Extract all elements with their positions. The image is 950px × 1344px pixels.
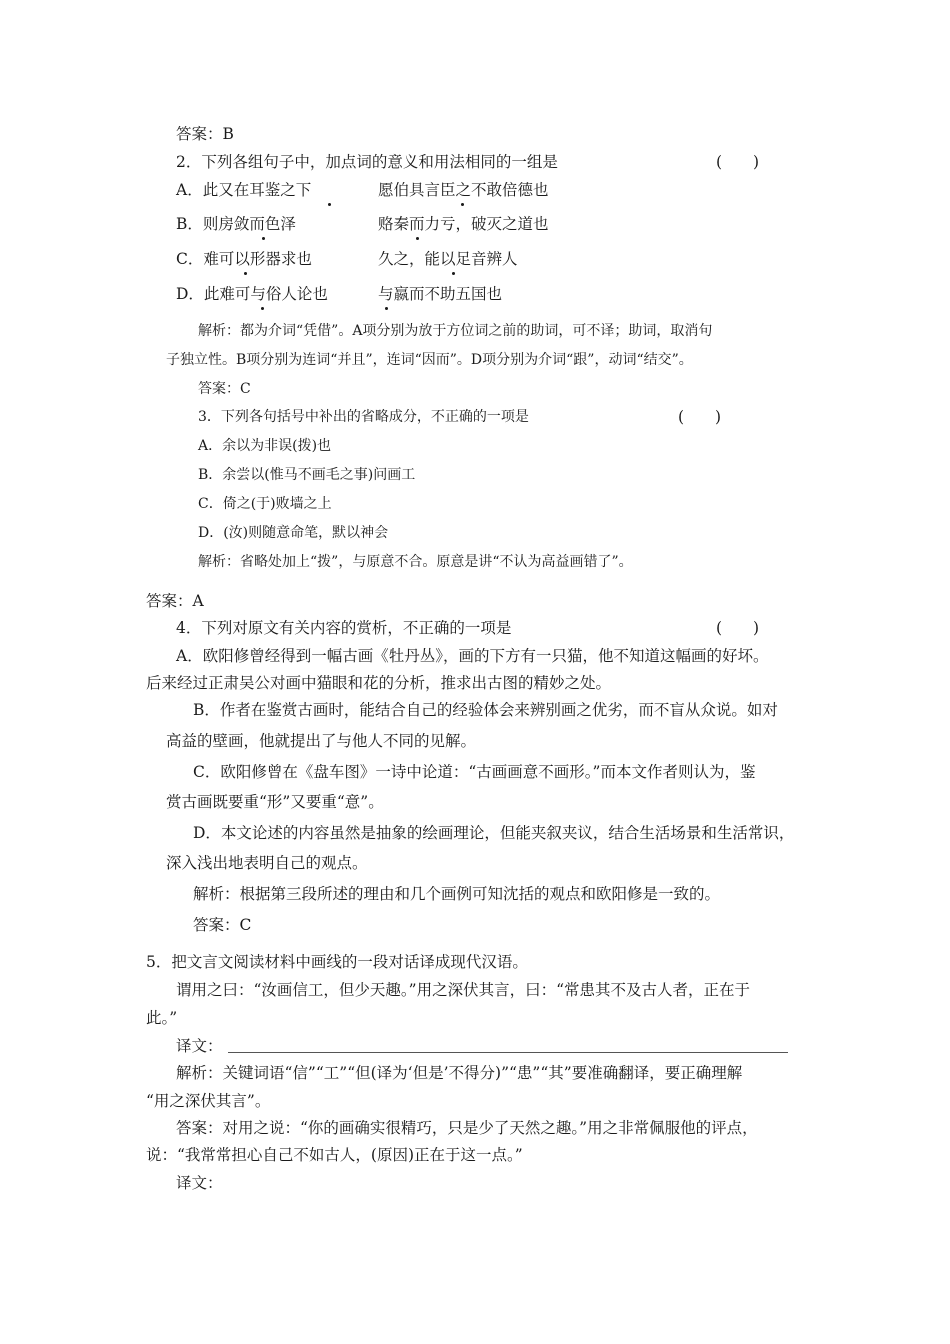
q4-answer-paren: ( ) <box>716 619 760 637</box>
q2-option-c-left: C．难可以形器求也 <box>176 250 312 268</box>
q3-option-d: D．(汝)则随意命笔，默以神会 <box>198 525 389 541</box>
q3-option-c: C．倚之(于)败墙之上 <box>198 496 332 512</box>
q4-stem: 4．下列对原文有关内容的赏析，不正确的一项是 <box>176 619 512 637</box>
emphasis-dot <box>244 272 247 275</box>
q3-option-b: B．余尝以(惟马不画毛之事)问画工 <box>198 467 416 483</box>
emphasis-dot <box>385 307 388 310</box>
q2-option-c-right: 久之，能以足音辨人 <box>378 250 518 268</box>
q4-option-b-line2: 高益的壁画，他就提出了与他人不同的见解。 <box>166 732 477 750</box>
q5-answer-line2: 说：“我常常担心自己不如古人，(原因)正在于这一点。” <box>146 1146 523 1164</box>
q2-option-b-right: 赂秦而力亏，破灭之道也 <box>378 215 549 233</box>
q2-option-b-left: B．则房敛而色泽 <box>176 215 296 233</box>
q3-answer: 答案：A <box>146 592 204 610</box>
q5-stem: 5．把文言文阅读材料中画线的一段对话译成现代汉语。 <box>146 953 528 971</box>
q2-analysis-line1: 解析：都为介词“凭借”。A项分别为放于方位词之前的助词，可不译；助词，取消句 <box>198 323 713 339</box>
q5-analysis-line1: 解析：关键词语“信”“工”“但(译为‘但是’不得分)”“患”“其”要准确翻译，要正确理解 <box>176 1064 743 1082</box>
q4-option-d-line1: D．本文论述的内容虽然是抽象的绘画理论，但能夹叙夹议，结合生活场景和生活常识， <box>193 824 795 842</box>
q5-analysis-line2: “用之深伏其言”。 <box>146 1092 271 1110</box>
q3-analysis: 解析：省略处加上“拨”，与原意不合。原意是讲“不认为高益画错了”。 <box>198 554 633 570</box>
q2-answer: 答案：C <box>198 381 251 397</box>
q5-quote-line1: 谓用之曰：“汝画信工，但少天趣。”用之深伏其言，曰：“常患其不及古人者，正在于 <box>176 981 751 999</box>
q5-quote-line2: 此。” <box>146 1009 178 1027</box>
q4-option-c-line1: C．欧阳修曾在《盘车图》一诗中论道：“古画画意不画形。”而本文作者则认为，鉴 <box>193 763 756 781</box>
q2-answer-paren: ( ) <box>716 153 760 171</box>
emphasis-dot <box>262 237 265 240</box>
q5-answer-line1: 答案：对用之说：“你的画确实很精巧，只是少了天然之趣。”用之非常佩服他的评点， <box>176 1119 758 1137</box>
emphasis-dot <box>261 307 264 310</box>
q1-answer: 答案：B <box>176 125 234 143</box>
q4-option-a-line2: 后来经过正肃吴公对画中猫眼和花的分析，推求出古图的精妙之处。 <box>146 674 612 692</box>
emphasis-dot <box>461 203 464 206</box>
answer-blank-line <box>228 1052 788 1053</box>
emphasis-dot <box>416 237 419 240</box>
q5-translate-label-2: 译文： <box>176 1174 223 1192</box>
q3-stem: 3．下列各句括号中补出的省略成分，不正确的一项是 <box>198 409 529 425</box>
q3-answer-paren: ( ) <box>678 408 722 426</box>
q4-option-c-line2: 赏古画既要重“形”又要重“意”。 <box>166 793 384 811</box>
q2-stem: 2．下列各组句子中，加点词的意义和用法相同的一组是 <box>176 153 558 171</box>
emphasis-dot <box>328 203 331 206</box>
q5-translate-label: 译文： <box>176 1037 223 1055</box>
q2-analysis-line2: 子独立性。B项分别为连词“并且”，连词“因而”。D项分别为介词“跟”，动词“结交”。 <box>166 352 693 368</box>
q3-option-a: A．余以为非误(拨)也 <box>198 438 332 454</box>
q4-option-b-line1: B．作者在鉴赏古画时，能结合自己的经验体会来辨别画之优劣，而不盲从众说。如对 <box>193 701 778 719</box>
q4-option-a-line1: A．欧阳修曾经得到一幅古画《牡丹丛》，画的下方有一只猫，他不知道这幅画的好坏。 <box>176 647 769 665</box>
q2-option-d-right: 与嬴而不助五国也 <box>378 285 503 303</box>
q2-option-a-left: A．此又在耳鉴之下 <box>176 181 312 199</box>
emphasis-dot <box>452 272 455 275</box>
q4-analysis: 解析：根据第三段所述的理由和几个画例可知沈括的观点和欧阳修是一致的。 <box>193 885 721 903</box>
q2-option-a-right: 愿伯具言臣之不敢倍德也 <box>378 181 549 199</box>
q4-answer: 答案：C <box>193 916 252 934</box>
q4-option-d-line2: 深入浅出地表明自己的观点。 <box>166 854 368 872</box>
q2-option-d-left: D．此难可与俗人论也 <box>176 285 328 303</box>
